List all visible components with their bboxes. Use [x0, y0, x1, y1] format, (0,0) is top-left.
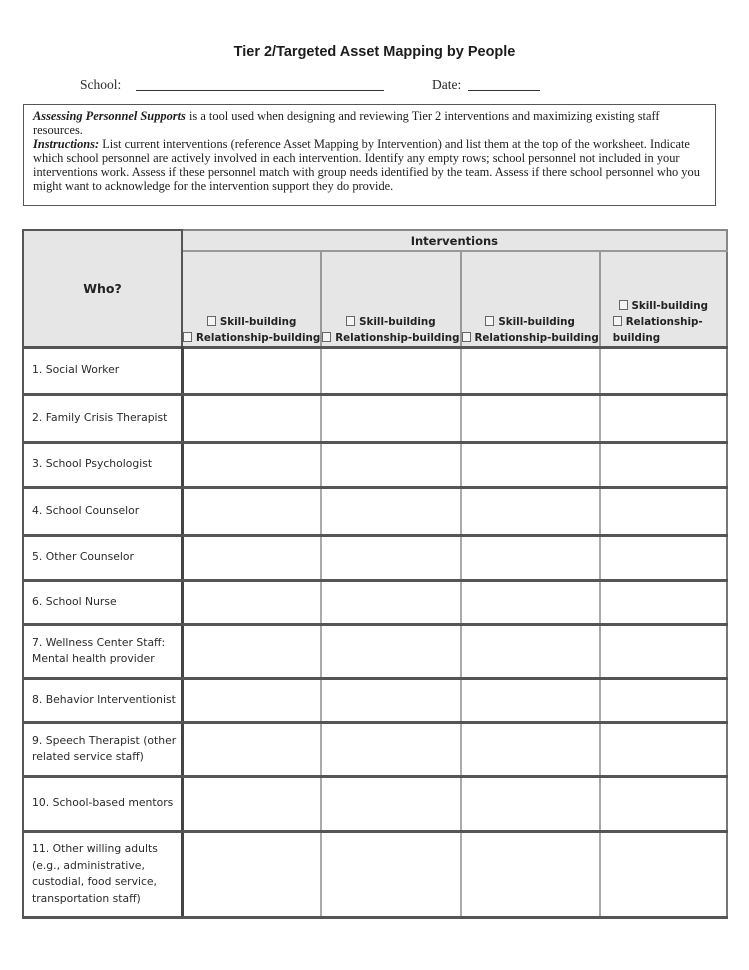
- table-row: [23, 776, 727, 831]
- table-cell[interactable]: [182, 394, 321, 442]
- checkbox-icon[interactable]: [462, 332, 471, 342]
- asset-mapping-table: [22, 229, 728, 919]
- table-cell[interactable]: [182, 831, 321, 917]
- table-cell[interactable]: [461, 580, 600, 624]
- table-cell[interactable]: [600, 678, 727, 722]
- date-field[interactable]: [468, 90, 540, 91]
- table-cell[interactable]: [182, 776, 321, 831]
- table-cell[interactable]: [321, 831, 460, 917]
- table-cell[interactable]: [182, 678, 321, 722]
- skill-building-option: Skill-building: [631, 299, 708, 312]
- table-cell[interactable]: [321, 580, 460, 624]
- table-cell[interactable]: [461, 776, 600, 831]
- table-cell[interactable]: [600, 535, 727, 580]
- intervention-column-1[interactable]: [182, 251, 321, 347]
- table-cell[interactable]: [321, 776, 460, 831]
- table-cell[interactable]: [600, 722, 727, 776]
- table-cell[interactable]: [321, 678, 460, 722]
- table-cell[interactable]: [600, 776, 727, 831]
- table-row: [23, 580, 727, 624]
- table-cell[interactable]: [600, 624, 727, 678]
- table-cell[interactable]: [321, 394, 460, 442]
- table-row: [23, 394, 727, 442]
- table-row: [23, 442, 727, 487]
- table-cell[interactable]: [600, 831, 727, 917]
- table-cell[interactable]: [182, 722, 321, 776]
- personnel-label: 9. Speech Therapist (other related service staff): [23, 722, 182, 776]
- table-cell[interactable]: [461, 347, 600, 394]
- table-row: [23, 487, 727, 535]
- checkbox-icon[interactable]: [485, 316, 494, 326]
- table-cell[interactable]: [321, 722, 460, 776]
- intervention-column-4[interactable]: [600, 251, 727, 347]
- personnel-label: 2. Family Crisis Therapist: [23, 394, 182, 442]
- table-cell[interactable]: [461, 831, 600, 917]
- table-cell[interactable]: [321, 487, 460, 535]
- checkbox-icon[interactable]: [613, 316, 622, 326]
- school-label: School:: [80, 77, 122, 92]
- checkbox-icon[interactable]: [619, 300, 628, 310]
- table-row: [23, 831, 727, 917]
- table-cell[interactable]: [182, 442, 321, 487]
- table-cell[interactable]: [600, 394, 727, 442]
- table-cell[interactable]: [461, 442, 600, 487]
- table-row: [23, 722, 727, 776]
- table-cell[interactable]: [321, 535, 460, 580]
- personnel-label: 5. Other Counselor: [23, 535, 182, 580]
- skill-building-option: Skill-building: [219, 315, 297, 328]
- school-field[interactable]: [136, 90, 384, 91]
- skill-building-option: Skill-building: [359, 315, 436, 328]
- personnel-label: 8. Behavior Interventionist: [23, 678, 182, 722]
- intervention-column-2[interactable]: [321, 251, 460, 347]
- checkbox-icon[interactable]: [183, 332, 192, 342]
- relationship-building-option: Relationship-building: [612, 315, 703, 344]
- table-cell[interactable]: [461, 722, 600, 776]
- table-cell[interactable]: [600, 487, 727, 535]
- table-cell[interactable]: [461, 487, 600, 535]
- table-cell[interactable]: [182, 487, 321, 535]
- table-cell[interactable]: [182, 580, 321, 624]
- table-cell[interactable]: [461, 678, 600, 722]
- checkbox-icon[interactable]: [346, 316, 355, 326]
- instructions-bold: Instructions:: [33, 137, 100, 151]
- school-date-line: [80, 77, 640, 95]
- instructions-box: [23, 104, 716, 206]
- instructions-text: List current interventions (reference Asset Mapping by Intervention) and list them at the top of the worksheet. Indicate which school personnel are actively involved in each intervention. Identify any empty rows; school personnel not included in your interventions work. Assess if these personnel match with group needs identified by the team. Assess if there school personnel who you might want to acknowledge for the intervention support they do provide.: [33, 137, 700, 193]
- table-cell[interactable]: [182, 535, 321, 580]
- page-title: Tier 2/Targeted Asset Mapping by People: [233, 44, 516, 60]
- personnel-label: 3. School Psychologist: [23, 442, 182, 487]
- skill-building-option: Skill-building: [498, 315, 575, 328]
- table-row: [23, 347, 727, 394]
- personnel-label: 6. School Nurse: [23, 580, 182, 624]
- who-header: Who?: [23, 230, 182, 347]
- intro-text: is a tool used when designing and reviewing Tier 2 interventions and maximizing existing staff resources.: [33, 109, 660, 137]
- intervention-column-3[interactable]: [461, 251, 600, 347]
- table-cell[interactable]: [600, 580, 727, 624]
- checkbox-icon[interactable]: [207, 316, 216, 326]
- personnel-label: 7. Wellness Center Staff: Mental health provider: [23, 624, 182, 678]
- personnel-label: 11. Other willing adults (e.g., administrative, custodial, food service, transportation staff): [23, 831, 182, 917]
- checkbox-icon[interactable]: [322, 332, 331, 342]
- table-cell[interactable]: [321, 347, 460, 394]
- table-cell[interactable]: [461, 624, 600, 678]
- table-cell[interactable]: [182, 347, 321, 394]
- relationship-building-option: Relationship-building: [196, 331, 321, 344]
- table-row: [23, 624, 727, 678]
- personnel-label: 10. School-based mentors: [23, 776, 182, 831]
- table-cell[interactable]: [321, 442, 460, 487]
- relationship-building-option: Relationship-building: [335, 331, 460, 344]
- table-cell[interactable]: [600, 442, 727, 487]
- table-row: [23, 678, 727, 722]
- table-cell[interactable]: [461, 394, 600, 442]
- personnel-label: 1. Social Worker: [23, 347, 182, 394]
- interventions-header: Interventions: [182, 230, 727, 251]
- table-cell[interactable]: [461, 535, 600, 580]
- personnel-label: 4. School Counselor: [23, 487, 182, 535]
- date-label: Date:: [432, 77, 462, 92]
- table-cell[interactable]: [182, 624, 321, 678]
- table-cell[interactable]: [321, 624, 460, 678]
- relationship-building-option: Relationship-building: [474, 331, 599, 344]
- table-row: [23, 535, 727, 580]
- table-cell[interactable]: [600, 347, 727, 394]
- intro-bold: Assessing Personnel Supports: [33, 109, 186, 123]
